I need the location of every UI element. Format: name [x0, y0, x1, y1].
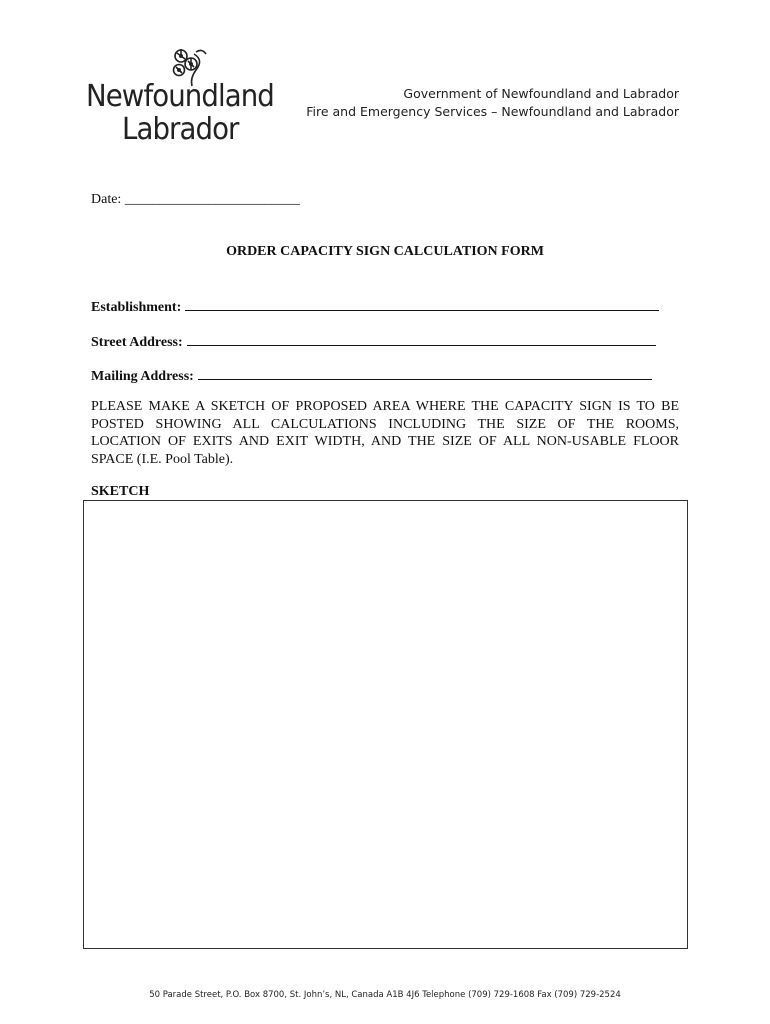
logo-text-newfoundland: Newfoundland [86, 79, 274, 114]
org-name-line2: Fire and Emergency Services – Newfoundland and Labrador [306, 104, 679, 119]
footer-contact: 50 Parade Street, P.O. Box 8700, St. John’s, NL, Canada A1B 4J6 Telephone (709) 729-1608 Fax (709) 729-2524 [149, 990, 621, 1000]
establishment-label: Establishment: [91, 300, 182, 315]
establishment-input-line[interactable] [185, 296, 659, 311]
date-field: Date: _________________________ [91, 192, 300, 207]
mailing-address-input-line[interactable] [198, 365, 652, 380]
government-logo [86, 44, 276, 147]
sketch-label: SKETCH [91, 484, 150, 499]
logo-text-labrador: Labrador [122, 112, 239, 147]
street-address-input-line[interactable] [187, 331, 656, 346]
org-name-line1: Government of Newfoundland and Labrador [403, 86, 679, 101]
form-title: ORDER CAPACITY SIGN CALCULATION FORM [226, 244, 544, 259]
organization-header [306, 85, 679, 121]
sketch-area[interactable] [83, 500, 688, 949]
establishment-field [91, 296, 659, 316]
sketch-instructions: PLEASE MAKE A SKETCH OF PROPOSED AREA WHERE THE CAPACITY SIGN IS TO BE POSTED SHOWING ALL CALCULATIONS INCLUDING THE SIZE OF THE ROOMS, LOCATION OF EXITS AND EXIT WIDTH, AND THE SIZE OF ALL NON-USABLE FLOOR SPACE (I.E. Pool Table). [91, 399, 679, 467]
street-address-field [91, 331, 656, 351]
mailing-address-label: Mailing Address: [91, 369, 194, 384]
street-address-label: Street Address: [91, 335, 183, 350]
mailing-address-field [91, 365, 652, 385]
